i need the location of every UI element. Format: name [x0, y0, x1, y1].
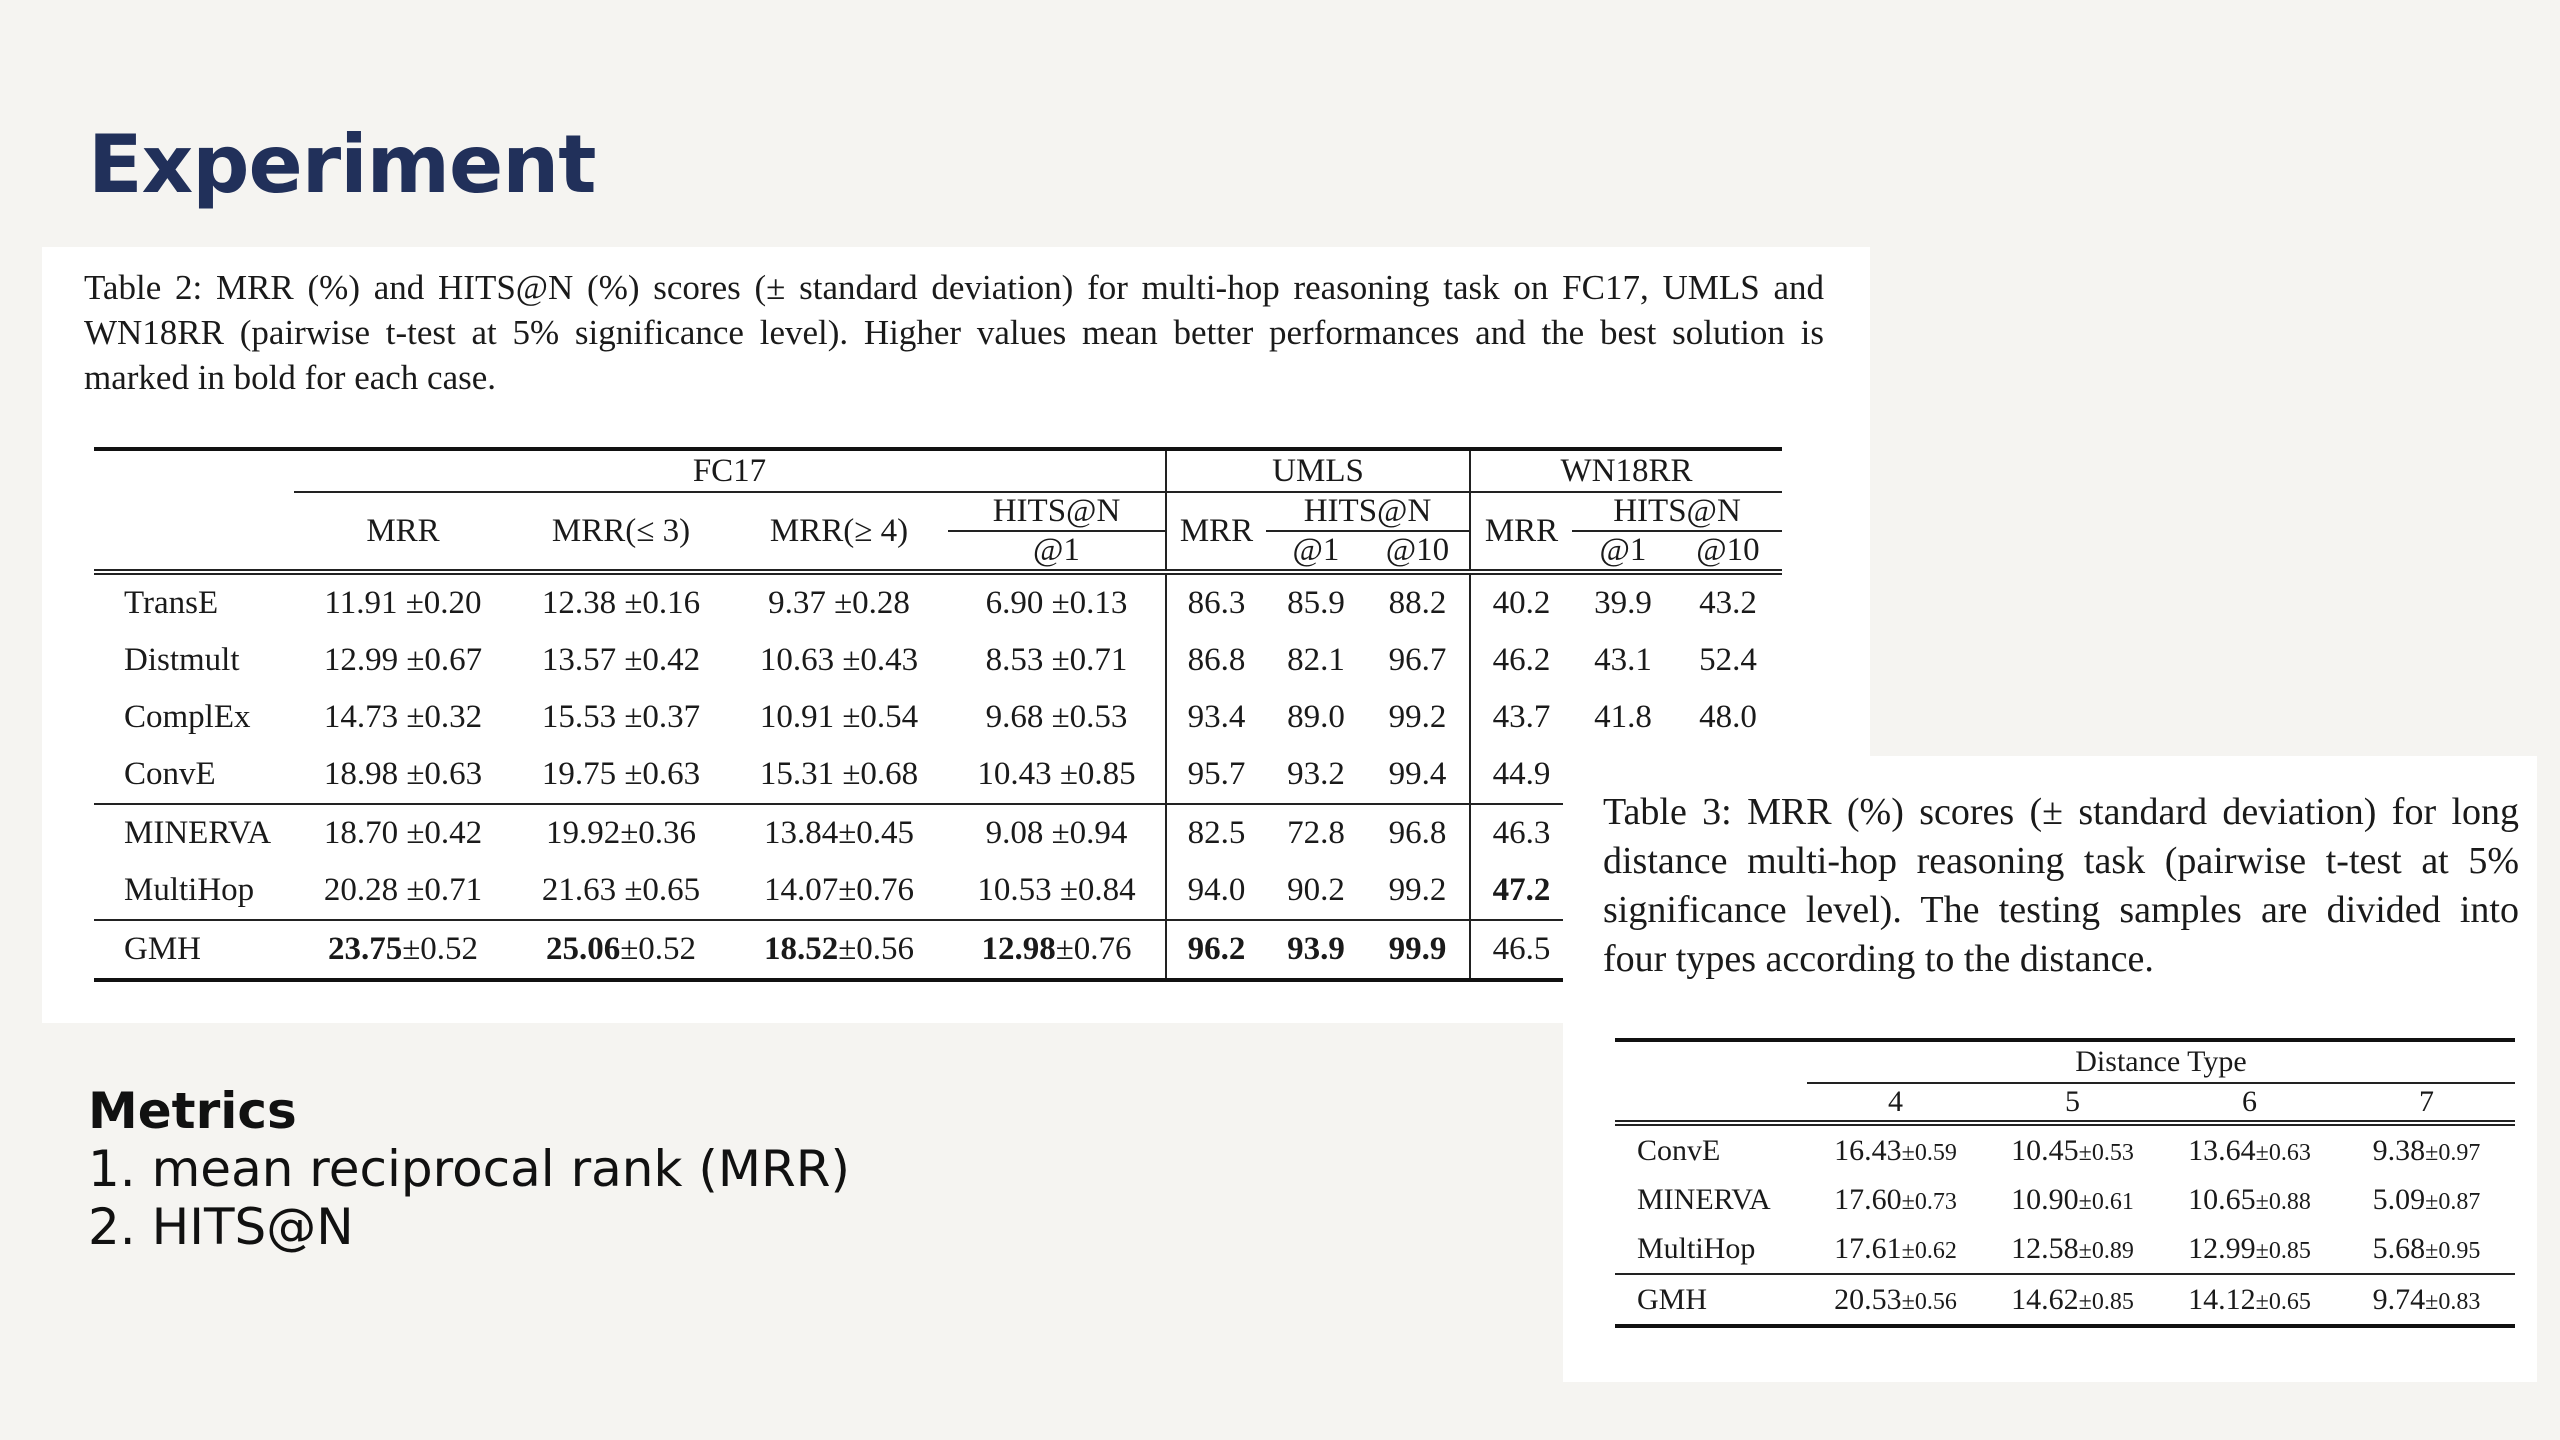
cell-std: ±0.56 — [838, 931, 915, 967]
table-cell — [1166, 689, 1266, 746]
table-cell — [1572, 689, 1674, 746]
table-cell — [1984, 1123, 2161, 1175]
table-cell — [948, 804, 1166, 862]
cell-value: 9.38 — [2372, 1133, 2426, 1167]
table-row — [94, 572, 1782, 632]
table-row — [1615, 1274, 2515, 1326]
table-cell — [730, 746, 948, 804]
row-name: MultiHop — [1637, 1231, 1756, 1265]
row-name: ConvE — [124, 756, 216, 792]
table-cell — [294, 689, 512, 746]
cell-value: 9.74 — [2372, 1282, 2426, 1316]
cell-value: 46.5 — [1492, 931, 1551, 967]
row-name: MINERVA — [94, 804, 294, 862]
table3-caption: Table 3: MRR (%) scores (± standard deviation) for long distance multi-hop reasoning task (pairwise t-test at 5% significance level). The testing samples are divided into four types according to the distance. — [1603, 791, 2519, 980]
cell-value: 10.90 — [2011, 1182, 2079, 1216]
cell-value: 14.12 — [2188, 1282, 2256, 1316]
slide-title: Experiment — [88, 118, 596, 211]
cell-value: 19.75 ±0.63 — [541, 756, 701, 792]
row-name: Distmult — [124, 642, 240, 678]
table-row — [94, 920, 1782, 980]
cell-value: 17.61 — [1834, 1231, 1902, 1265]
table2 — [94, 447, 1782, 982]
cell-value: 90.2 — [1287, 872, 1345, 908]
cell-value: 12.58 — [2011, 1231, 2079, 1265]
table-cell — [512, 689, 730, 746]
table-cell — [730, 862, 948, 920]
cell-std: ±0.89 — [2078, 1237, 2134, 1264]
table-cell — [1807, 1274, 1984, 1326]
cell-std: ±0.95 — [2425, 1237, 2481, 1264]
table-row — [1615, 1175, 2515, 1224]
header-umls-at10: @10 — [1385, 532, 1450, 568]
table-cell — [2338, 1123, 2515, 1175]
table-cell — [1166, 746, 1266, 804]
cell-value: 41.8 — [1594, 699, 1652, 735]
cell-value: 16.43 — [1834, 1133, 1902, 1167]
cell-value: 5.68 — [2372, 1231, 2426, 1265]
table-cell — [1166, 862, 1266, 920]
cell-value: 94.0 — [1187, 872, 1246, 908]
row-name: ComplEx — [124, 699, 251, 735]
cell-value: 12.38 ±0.16 — [541, 585, 701, 621]
metrics-heading: Metrics — [88, 1082, 297, 1140]
table-cell — [730, 689, 948, 746]
cell-value: 19.92±0.36 — [545, 815, 697, 851]
cell-value: 47.2 — [1492, 872, 1551, 908]
table-cell — [512, 920, 730, 980]
cell-value: 21.63 ±0.65 — [541, 872, 701, 908]
cell-value: 99.2 — [1388, 699, 1447, 735]
cell-value: 95.7 — [1187, 756, 1246, 792]
cell-std: ±0.97 — [2425, 1139, 2481, 1166]
row-name: MINERVA — [1637, 1182, 1771, 1216]
cell-value: 48.0 — [1699, 699, 1757, 735]
cell-value: 12.99 — [2188, 1231, 2256, 1265]
table-cell — [948, 572, 1166, 632]
cell-value: 11.91 ±0.20 — [324, 585, 482, 621]
cell-value: 13.57 ±0.42 — [541, 642, 701, 678]
cell-value: 14.07±0.76 — [763, 872, 915, 908]
table-cell — [1266, 920, 1366, 980]
cell-value: 52.4 — [1699, 642, 1757, 678]
table-cell — [294, 632, 512, 689]
cell-value: 10.45 — [2011, 1133, 2079, 1167]
cell-std: ±0.76 — [1055, 931, 1132, 967]
table-cell — [1266, 804, 1366, 862]
header-wn18rr-at1: @1 — [1599, 532, 1647, 568]
table-cell — [2338, 1224, 2515, 1274]
cell-value: 9.37 ±0.28 — [768, 585, 910, 621]
table-cell — [730, 920, 948, 980]
table-cell — [1266, 632, 1366, 689]
table-cell — [1366, 746, 1470, 804]
cell-value: 82.1 — [1287, 642, 1345, 678]
cell-value: 12.99 ±0.67 — [323, 642, 483, 678]
cell-value: 15.53 ±0.37 — [541, 699, 701, 735]
cell-value: 18.98 ±0.63 — [323, 756, 483, 792]
table-cell — [512, 572, 730, 632]
cell-value: 23.75 — [327, 931, 403, 967]
cell-value: 96.2 — [1187, 931, 1246, 967]
table-cell — [1266, 689, 1366, 746]
table-row — [1615, 1224, 2515, 1274]
header-distance-7: 7 — [2419, 1085, 2434, 1118]
cell-value: 13.84±0.45 — [763, 815, 915, 851]
cell-value: 43.1 — [1594, 642, 1652, 678]
header-wn18rr-at10: @10 — [1696, 532, 1760, 568]
header-umls-mrr: MRR — [1166, 492, 1266, 572]
table-cell — [1470, 632, 1572, 689]
table-cell — [1266, 572, 1366, 632]
cell-std: ±0.83 — [2425, 1288, 2481, 1315]
header-distance-6: 6 — [2242, 1085, 2257, 1118]
cell-value: 86.3 — [1187, 585, 1246, 621]
table-cell — [948, 920, 1166, 980]
table-cell — [1470, 862, 1572, 920]
cell-value: 43.7 — [1492, 699, 1551, 735]
table-row — [94, 689, 1782, 746]
table-cell — [1266, 862, 1366, 920]
cell-value: 15.31 ±0.68 — [759, 756, 919, 792]
table-cell — [512, 804, 730, 862]
table-cell — [294, 572, 512, 632]
cell-value: 86.8 — [1187, 642, 1246, 678]
table-cell — [2161, 1224, 2338, 1274]
header-fc17-at1: @1 — [1033, 532, 1080, 568]
table-cell — [512, 746, 730, 804]
header-fc17-mrr-ge4: MRR(≥ 4) — [769, 512, 909, 549]
group-fc17: FC17 — [294, 449, 1166, 492]
cell-std: ±0.87 — [2425, 1188, 2481, 1215]
table-cell — [1366, 862, 1470, 920]
cell-std: ±0.73 — [1901, 1188, 1957, 1215]
table-row — [94, 632, 1782, 689]
cell-std: ±0.88 — [2255, 1188, 2311, 1215]
table-cell — [1807, 1224, 1984, 1274]
cell-std: ±0.53 — [2078, 1139, 2134, 1166]
table-cell — [730, 572, 948, 632]
header-fc17-mrr: MRR — [366, 512, 440, 549]
group-wn18rr: WN18RR — [1470, 449, 1782, 492]
table-cell — [948, 632, 1166, 689]
table-cell — [1470, 746, 1572, 804]
cell-value: 96.7 — [1388, 642, 1447, 678]
cell-value: 46.3 — [1492, 815, 1551, 851]
cell-value: 40.2 — [1492, 585, 1551, 621]
cell-value: 72.8 — [1287, 815, 1345, 851]
cell-value: 18.70 ±0.42 — [323, 815, 483, 851]
cell-value: 93.2 — [1287, 756, 1345, 792]
cell-value: 6.90 ±0.13 — [985, 585, 1128, 621]
table-cell — [294, 804, 512, 862]
table-cell — [1984, 1175, 2161, 1224]
header-blank — [94, 492, 294, 572]
cell-value: 10.53 ±0.84 — [977, 872, 1136, 908]
cell-value: 43.2 — [1699, 585, 1757, 621]
header-blank — [1615, 1083, 1807, 1123]
table-cell — [294, 920, 512, 980]
cell-std: ±0.52 — [402, 931, 479, 967]
table3-panel — [1563, 756, 2537, 1382]
cell-value: 85.9 — [1287, 585, 1345, 621]
cell-value: 14.73 ±0.32 — [323, 699, 483, 735]
cell-value: 9.08 ±0.94 — [985, 815, 1128, 851]
header-distance-5: 5 — [2065, 1085, 2080, 1118]
row-name: MultiHop — [124, 872, 255, 908]
table-cell — [730, 804, 948, 862]
group-umls: UMLS — [1166, 449, 1470, 492]
cell-value: 44.9 — [1492, 756, 1551, 792]
header-distance-4: 4 — [1888, 1085, 1903, 1118]
cell-value: 13.64 — [2188, 1133, 2256, 1167]
cell-value: 82.5 — [1187, 815, 1246, 851]
header-fc17-mrr-le3: MRR(≤ 3) — [551, 512, 691, 549]
header-umls-at1: @1 — [1292, 532, 1340, 568]
table-cell — [1366, 572, 1470, 632]
cell-std: ±0.62 — [1901, 1237, 1957, 1264]
table-cell — [1366, 804, 1470, 862]
table-cell — [2338, 1175, 2515, 1224]
table-cell — [1470, 572, 1572, 632]
table-cell — [1674, 572, 1782, 632]
cell-value: 39.9 — [1594, 585, 1652, 621]
row-name: TransE — [94, 572, 294, 632]
table-row — [94, 862, 1782, 920]
cell-value: 10.63 ±0.43 — [759, 642, 919, 678]
table-cell — [1572, 572, 1674, 632]
cell-std: ±0.63 — [2255, 1139, 2311, 1166]
cell-value: 99.2 — [1388, 872, 1447, 908]
table-cell — [294, 862, 512, 920]
cell-value: 20.53 — [1834, 1282, 1902, 1316]
cell-value: 25.06 — [545, 931, 621, 967]
cell-value: 89.0 — [1287, 699, 1345, 735]
cell-std: ±0.61 — [2078, 1188, 2134, 1215]
header-fc17-hitsn: HITS@N — [948, 492, 1166, 531]
table-cell — [1266, 746, 1366, 804]
cell-value: 88.2 — [1388, 585, 1447, 621]
metrics-block — [88, 1082, 888, 1256]
cell-std: ±0.52 — [620, 931, 697, 967]
table-cell — [1366, 632, 1470, 689]
table-cell — [1470, 689, 1572, 746]
cell-value: 5.09 — [2372, 1182, 2426, 1216]
cell-value: 10.43 ±0.85 — [977, 756, 1136, 792]
cell-value: 46.2 — [1492, 642, 1551, 678]
cell-value: 18.52 — [763, 931, 839, 967]
row-name: GMH — [94, 920, 294, 980]
table-cell — [730, 632, 948, 689]
table-cell — [948, 862, 1166, 920]
cell-value: 17.60 — [1834, 1182, 1902, 1216]
table-cell — [1366, 689, 1470, 746]
table-cell — [2161, 1274, 2338, 1326]
cell-std: ±0.85 — [2078, 1288, 2134, 1315]
cell-value: 8.53 ±0.71 — [985, 642, 1128, 678]
cell-value: 20.28 ±0.71 — [323, 872, 483, 908]
table-cell — [1984, 1224, 2161, 1274]
header-wn18rr-hitsn: HITS@N — [1572, 492, 1782, 531]
table-cell — [294, 746, 512, 804]
metrics-item-hits: 2. HITS@N — [88, 1198, 354, 1256]
table-cell — [1166, 920, 1266, 980]
table-row — [94, 804, 1782, 862]
table-cell — [1807, 1123, 1984, 1175]
table2-caption: Table 2: MRR (%) and HITS@N (%) scores (± standard deviation) for multi-hop reasoning task on FC17, UMLS and WN18RR (pairwise t-test at 5% significance level). Higher values mean better performances and the best solution is marked in bold for each case. — [84, 268, 1824, 397]
cell-std: ±0.85 — [2255, 1237, 2311, 1264]
cell-std: ±0.65 — [2255, 1288, 2311, 1315]
table-cell — [1166, 632, 1266, 689]
metrics-item-mrr: 1. mean reciprocal rank (MRR) — [88, 1140, 850, 1198]
header-blank — [94, 449, 294, 492]
table-cell — [1166, 572, 1266, 632]
table-row — [1615, 1123, 2515, 1175]
table-cell — [1674, 689, 1782, 746]
cell-value: 10.91 ±0.54 — [759, 699, 919, 735]
cell-value: 99.9 — [1388, 931, 1447, 967]
table-cell — [948, 746, 1166, 804]
table-cell — [1984, 1274, 2161, 1326]
cell-value: 96.8 — [1388, 815, 1447, 851]
row-name: GMH — [1615, 1274, 1807, 1326]
table-cell — [1674, 632, 1782, 689]
table-cell — [1807, 1175, 1984, 1224]
table-cell — [1166, 804, 1266, 862]
table-cell — [1366, 920, 1470, 980]
table-row — [94, 746, 1782, 804]
table3 — [1615, 1038, 2515, 1328]
table-cell — [512, 632, 730, 689]
header-blank — [1615, 1040, 1807, 1083]
cell-std: ±0.59 — [1901, 1139, 1957, 1166]
row-name: ConvE — [1615, 1123, 1807, 1175]
table-cell — [948, 689, 1166, 746]
table-cell — [2161, 1175, 2338, 1224]
table-cell — [1572, 632, 1674, 689]
cell-value: 93.4 — [1187, 699, 1246, 735]
cell-value: 93.9 — [1287, 931, 1345, 967]
table-cell — [2161, 1123, 2338, 1175]
group-distance-type: Distance Type — [1807, 1040, 2515, 1083]
table-cell — [2338, 1274, 2515, 1326]
cell-value: 9.68 ±0.53 — [985, 699, 1128, 735]
header-wn18rr-mrr: MRR — [1470, 492, 1572, 572]
cell-std: ±0.56 — [1901, 1288, 1957, 1315]
table-cell — [512, 862, 730, 920]
cell-value: 12.98 — [981, 931, 1056, 967]
table2-body — [94, 572, 1782, 980]
table3-body — [1615, 1123, 2515, 1326]
cell-value: 14.62 — [2011, 1282, 2079, 1316]
cell-value: 10.65 — [2188, 1182, 2256, 1216]
table-cell — [1470, 804, 1572, 862]
cell-value: 99.4 — [1388, 756, 1447, 792]
header-umls-hitsn: HITS@N — [1266, 492, 1470, 531]
table-cell — [1470, 920, 1572, 980]
